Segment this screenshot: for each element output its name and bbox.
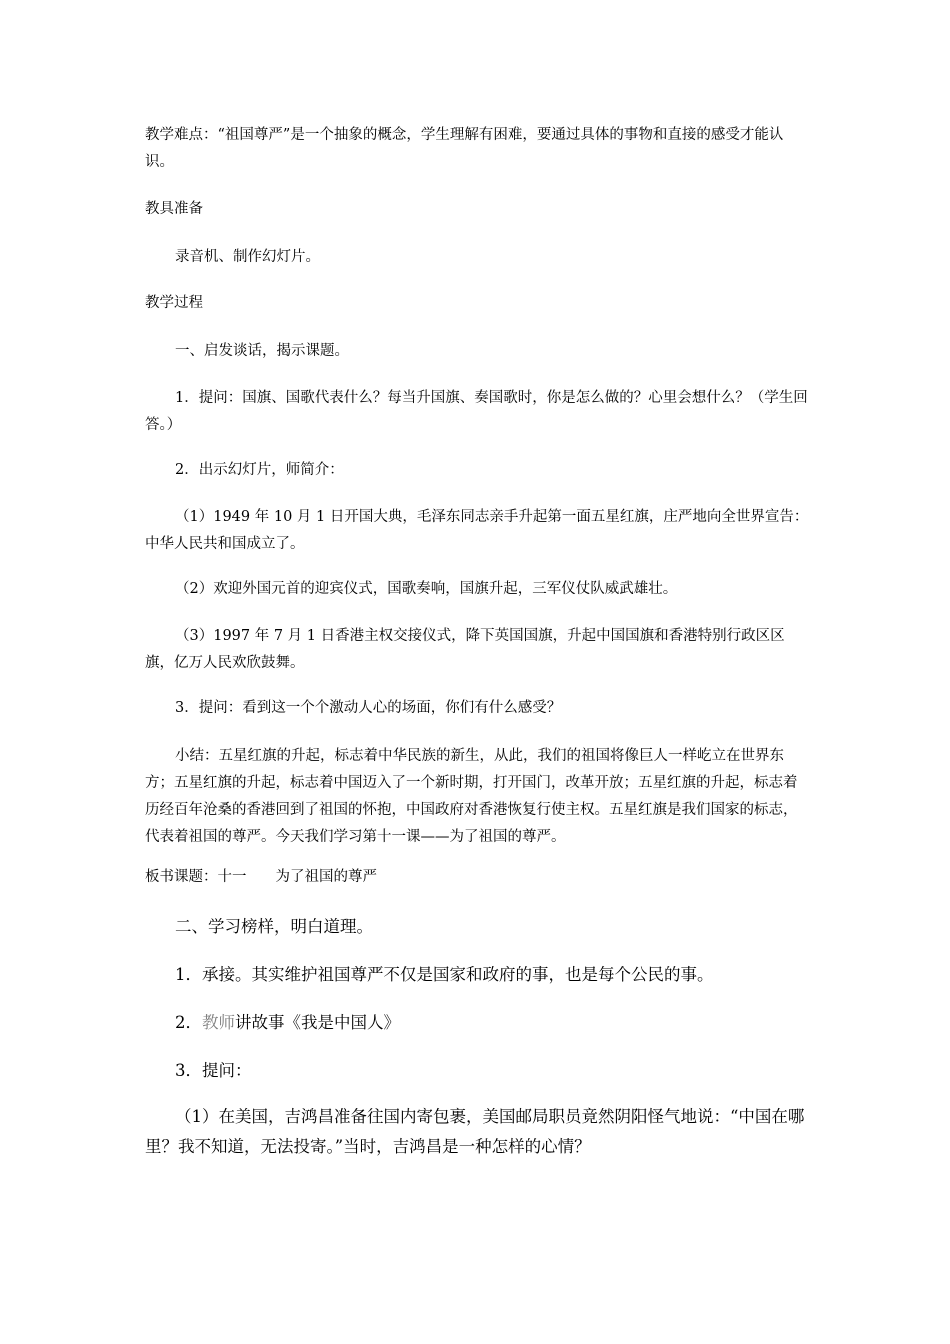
- step2-point1: 1．承接。其实维护祖国尊严不仅是国家和政府的事，也是每个公民的事。: [175, 965, 714, 984]
- step1-heading: 一、启发谈话，揭示课题。: [175, 343, 349, 359]
- teacher-word: 教师: [202, 1013, 235, 1032]
- step2-heading: 二、学习榜样，明白道理。: [175, 917, 373, 936]
- story-title: 讲故事《我是中国人》: [235, 1013, 400, 1032]
- process-heading: 教学过程: [145, 295, 203, 311]
- slide1-text: （1）1949 年 10 月 1 日开国大典，毛泽东同志亲手升起第一面五星红旗，庄严地向全世界宣告：中华人民共和国成立了。: [145, 509, 809, 552]
- step1-question1: 1．提问：国旗、国歌代表什么？每当升国旗、奏国歌时，你是怎么做的？心里会想什么？（学生回答。）: [145, 390, 808, 433]
- step2-point2-number: 2．: [175, 1013, 202, 1032]
- teaching-difficulty: 教学难点：“祖国尊严”是一个抽象的概念，学生理解有困难，要通过具体的事物和直接的感受才能认识。: [145, 127, 784, 170]
- tools-heading: 教具准备: [145, 201, 203, 217]
- step2-point2: [145, 1008, 810, 1038]
- step1-question3: 3．提问：看到这一个个激动人心的场面，你们有什么感受？: [175, 700, 562, 716]
- step1-question2: 2．出示幻灯片，师简介：: [175, 462, 344, 478]
- slide3-text: （3）1997 年 7 月 1 日香港主权交接仪式，降下英国国旗，升起中国国旗和香港特别行政区区旗，亿万人民欢欣鼓舞。: [145, 628, 785, 671]
- board-title: 板书课题：十一 为了祖国的尊严: [145, 869, 377, 885]
- slide2-text: （2）欢迎外国元首的迎宾仪式，国歌奏响，国旗升起，三军仪仗队威武雄壮。: [175, 581, 678, 597]
- question1-text: （1）在美国，吉鸿昌准备往国内寄包裹，美国邮局职员竟然阴阳怪气地说：“中国在哪里？我不知道，无法投寄。”当时，吉鸿昌是一种怎样的心情？: [145, 1107, 805, 1156]
- tools-text: 录音机、制作幻灯片。: [175, 249, 320, 265]
- step2-point3: 3．提问：: [175, 1061, 252, 1080]
- summary-text: 小结：五星红旗的升起，标志着中华民族的新生，从此，我们的祖国将像巨人一样屹立在世界东方；五星红旗的升起，标志着中国迈入了一个新时期，打开国门，改革开放；五星红旗的升起，标志着历经百年沧桑的香港回到了祖国的怀抱，中国政府对香港恢复行使主权。五星红旗是我们国家的标志，代表着祖国的尊严。今天我们学习第十一课——为了祖国的尊严。: [145, 748, 798, 845]
